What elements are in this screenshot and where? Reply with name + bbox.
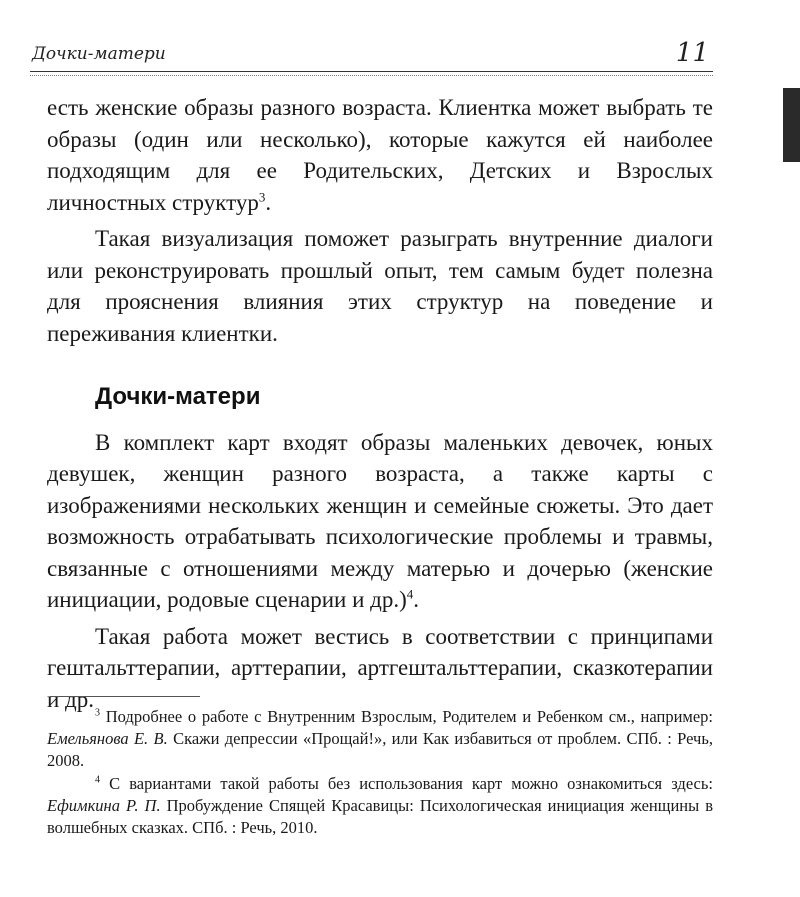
footnote-author: Емельянова Е. В. xyxy=(47,729,168,748)
paragraph-text: В комплект карт входят образы маленьких девочек, юных девушек, женщин разного возраста, а также карты с изображениями нескольких женщин и семейные сюжеты. Это дает возможность отрабатывать психологические проблемы и травмы, связанные с отношениями между матерью и дочерью (женские инициации, родовые сценарии и др.) xyxy=(47,429,713,612)
running-title: Дочки-матери xyxy=(32,44,166,64)
paragraph-end: . xyxy=(413,587,420,612)
footnote-ref: 3 xyxy=(258,188,266,204)
footnote xyxy=(47,773,713,839)
footnote-rule xyxy=(50,696,200,697)
paragraph xyxy=(47,427,713,616)
footnote-number: 3 xyxy=(95,707,100,719)
footnote-author: Ефимкина Р. П. xyxy=(47,796,161,815)
page-header xyxy=(30,38,713,80)
header-rule-dotted xyxy=(30,75,713,76)
paragraph xyxy=(47,92,713,218)
footnote-ref: 4 xyxy=(406,586,414,602)
footnote-text: Пробуждение Спящей Красавицы: Психологическая инициация женщины в волшебных сказках. СПб. : Речь, 2010. xyxy=(47,796,713,837)
page-number: 11 xyxy=(675,38,709,68)
paragraph: Такая визуализация поможет разыграть внутренние диалоги или реконструировать прошлый опыт, тем самым будет полезна для прояснения влияния этих структур на поведение и переживания клиентки. xyxy=(47,226,713,346)
paragraph: Такая работа может вестись в соответствии с принципами гештальттерапии, арттерапии, артгештальттерапии, сказкотерапии и др. xyxy=(47,623,713,712)
header-rule xyxy=(30,71,713,72)
paragraph-end: . xyxy=(265,189,272,215)
footnotes xyxy=(47,706,713,840)
page-edge-tab xyxy=(783,88,800,162)
body-text xyxy=(47,92,713,715)
footnote-text: Подробнее о работе с Внутренним Взрослым, Родителем и Ребенком см., например: xyxy=(105,707,713,726)
paragraph-text: есть женские образы разного возраста. Клиентка может выбрать те образы (один или несколько), которые кажутся ей наиболее подходящим для ее Родительских, Детских и Взрослых личностных структур xyxy=(47,95,713,215)
footnote-text: С вариантами такой работы без использования карт можно ознакомиться здесь: xyxy=(109,774,713,793)
section-heading: Дочки-матери xyxy=(95,383,261,410)
footnote xyxy=(47,706,713,772)
footnote-number: 4 xyxy=(95,774,100,786)
footnote-text: Скажи депрессии «Прощай!», или Как избавиться от проблем. СПб. : Речь, 2008. xyxy=(47,729,713,770)
